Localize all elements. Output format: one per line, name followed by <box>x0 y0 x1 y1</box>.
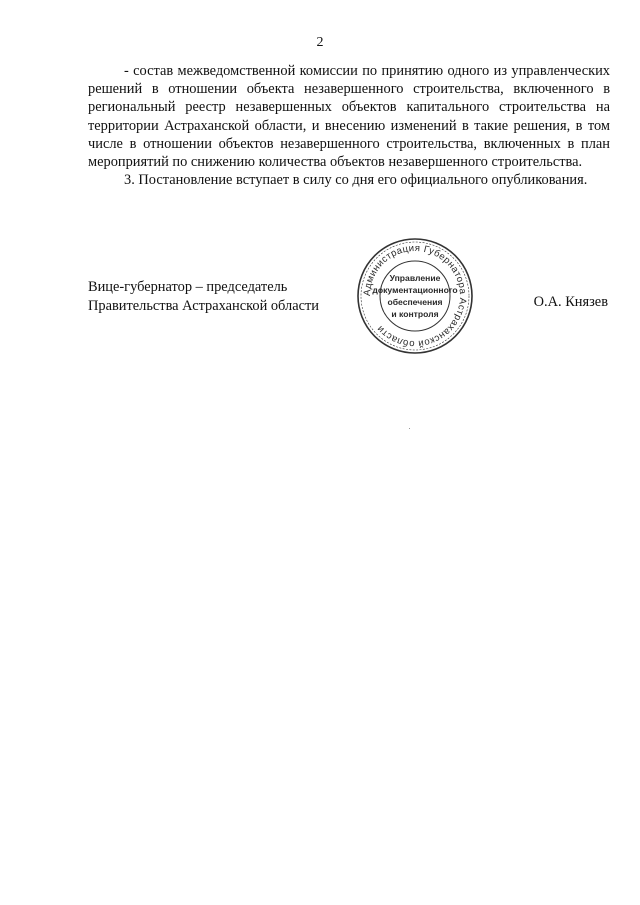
seal-center-line-3: обеспечения <box>387 297 443 307</box>
document-body <box>88 62 610 189</box>
seal-center-line-1: Управление <box>389 273 441 283</box>
seal-graphic <box>355 236 475 356</box>
paragraph-entry-into-force: 3. Постановление вступает в силу со дня его официального опубликования. <box>124 172 588 189</box>
seal-ring-text: Администрация Губернатора Астраханской области <box>361 242 469 350</box>
paragraph-commission-composition: - состав межведомственной комиссии по принятию одного из управленческих решений в отношении объекта незавершенного строительства, включенного в региональный реестр незавершенных объектов капитального строительства на территории Астраханской области, и внесению изменений в такие решения, в том числе в отношении объектов незавершенного строительства, включенных в план мероприятий по снижению количества объектов незавершенного строительства. <box>88 63 610 171</box>
official-seal <box>355 236 475 356</box>
signatory-position-line1: Вице-губернатор – председатель <box>88 279 288 295</box>
seal-center-line-2: документационного <box>372 285 458 295</box>
page-number: 2 <box>316 35 324 50</box>
signatory-position <box>88 278 319 316</box>
seal-center-line-4: и контроля <box>391 309 439 319</box>
signatory-name: О.А. Князев <box>533 294 608 310</box>
scan-speck <box>409 428 410 429</box>
signatory-position-line2: Правительства Астраханской области <box>88 298 319 314</box>
